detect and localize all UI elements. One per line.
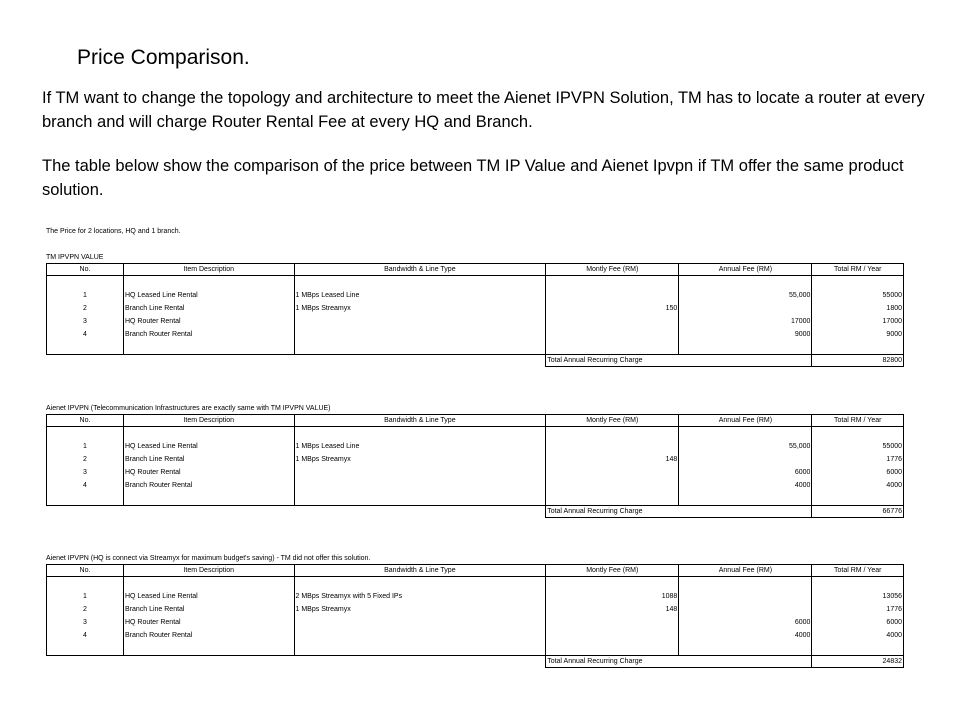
- total-row: [47, 656, 904, 668]
- total-label: Total Annual Recurring Charge: [546, 355, 812, 367]
- column-header: Bandwidth & Line Type: [294, 565, 546, 577]
- table-cell: 55,000: [679, 440, 812, 453]
- intro-paragraph: If TM want to change the topology and architecture to meet the Aienet IPVPN Solution, TM has to locate a router at every branch and will charge Router Rental Fee at every HQ and Branch.: [42, 89, 925, 131]
- table-cell: 1 MBps Streamyx: [295, 455, 351, 463]
- table-cell: [546, 616, 679, 629]
- price-table: [46, 564, 904, 668]
- column-header: Bandwidth & Line Type: [294, 264, 546, 276]
- table-cell: 148: [546, 453, 679, 466]
- table-cell: Branch Router Rental: [123, 328, 294, 341]
- table-cell: 2 MBps Streamyx with 5 Fixed IPs: [295, 592, 403, 600]
- table-cell: [546, 466, 679, 479]
- table-cell: 2: [47, 603, 124, 616]
- table-cell: 6000: [679, 466, 812, 479]
- table-cell: [679, 453, 812, 466]
- table-cell: [679, 603, 812, 616]
- table-cell: 55,000: [679, 289, 812, 302]
- table-row: [47, 440, 904, 453]
- table-cell: 1776: [812, 453, 904, 466]
- table-cell: [546, 440, 679, 453]
- spacer-row: [47, 276, 904, 290]
- table-cell: 1 MBps Streamyx: [295, 304, 351, 312]
- table-cell: [679, 590, 812, 603]
- table-cell: 6000: [812, 466, 904, 479]
- table-cell: 150: [546, 302, 679, 315]
- table-cell: HQ Leased Line Rental: [123, 440, 294, 453]
- total-row: [47, 355, 904, 367]
- table-cell: 6000: [812, 616, 904, 629]
- table-cell: [294, 479, 546, 492]
- spacer-row: [47, 492, 904, 506]
- table-cell: 13056: [812, 590, 904, 603]
- table-cell: [294, 629, 546, 642]
- locations-note: The Price for 2 locations, HQ and 1 branch.: [46, 228, 181, 235]
- table-caption: Aienet IPVPN (HQ is connect via Streamyx for maximum budget's saving) - TM did not offer this solution.: [46, 555, 371, 562]
- table-row: [47, 453, 904, 466]
- column-header: Montly Fee (RM): [546, 565, 679, 577]
- table-cell: [294, 616, 546, 629]
- table-cell: [546, 328, 679, 341]
- table-cell: 6000: [679, 616, 812, 629]
- table-cell: HQ Router Rental: [123, 315, 294, 328]
- table-cell: 9000: [812, 328, 904, 341]
- column-header: Total RM / Year: [812, 415, 904, 427]
- total-label: Total Annual Recurring Charge: [546, 506, 812, 518]
- table-cell: [294, 466, 546, 479]
- table-cell: 1 MBps Streamyx: [295, 605, 351, 613]
- table-row: [47, 479, 904, 492]
- table-cell: 3: [47, 315, 124, 328]
- table-cell: 148: [546, 603, 679, 616]
- table-row: [47, 590, 904, 603]
- column-header: Total RM / Year: [812, 264, 904, 276]
- total-value: 24832: [812, 656, 904, 668]
- table-cell: 1: [47, 289, 124, 302]
- table-cell: 1088: [546, 590, 679, 603]
- table-row: [47, 328, 904, 341]
- table-cell: 3: [47, 466, 124, 479]
- column-header: Annual Fee (RM): [679, 415, 812, 427]
- table-cell: HQ Router Rental: [123, 616, 294, 629]
- table-cell: 4000: [679, 479, 812, 492]
- table-cell: HQ Leased Line Rental: [123, 289, 294, 302]
- table-cell: [546, 289, 679, 302]
- table-cell: [546, 479, 679, 492]
- table-cell: 4000: [812, 629, 904, 642]
- page-title: Price Comparison.: [77, 46, 250, 69]
- table-cell: 1 MBps Leased Line: [295, 291, 360, 299]
- table-cell: 1800: [812, 302, 904, 315]
- table-cell: [546, 315, 679, 328]
- table-cell: 4: [47, 479, 124, 492]
- column-header: Annual Fee (RM): [679, 565, 812, 577]
- table-row: [47, 629, 904, 642]
- table-cell: [294, 328, 546, 341]
- column-header: No.: [47, 415, 124, 427]
- column-header: Montly Fee (RM): [546, 264, 679, 276]
- aienet-streamyx-table: [46, 554, 906, 668]
- table-cell: [679, 302, 812, 315]
- table-row: [47, 315, 904, 328]
- spacer-row: [47, 642, 904, 656]
- column-header: No.: [47, 264, 124, 276]
- header-row: [47, 565, 904, 577]
- table-cell: 2: [47, 302, 124, 315]
- column-header: Item Description: [123, 415, 294, 427]
- table-caption: Aienet IPVPN (Telecommunication Infrastructures are exactly same with TM IPVPN VALUE): [46, 405, 331, 412]
- aienet-ipvpn-table: [46, 404, 906, 518]
- table-cell: 55000: [812, 440, 904, 453]
- table-cell: HQ Leased Line Rental: [123, 590, 294, 603]
- tm-ipvpn-value-table: [46, 253, 906, 367]
- table-cell: [294, 315, 546, 328]
- spacer-row: [47, 427, 904, 441]
- table-cell: 4000: [679, 629, 812, 642]
- spacer-row: [47, 341, 904, 355]
- total-label: Total Annual Recurring Charge: [546, 656, 812, 668]
- table-row: [47, 466, 904, 479]
- table-cell: 4: [47, 629, 124, 642]
- column-header: Item Description: [123, 264, 294, 276]
- table-cell: Branch Line Rental: [123, 302, 294, 315]
- table-caption: TM IPVPN VALUE: [46, 254, 104, 261]
- table-cell: Branch Router Rental: [123, 479, 294, 492]
- column-header: Montly Fee (RM): [546, 415, 679, 427]
- column-header: Total RM / Year: [812, 565, 904, 577]
- total-value: 66776: [812, 506, 904, 518]
- table-cell: 55000: [812, 289, 904, 302]
- table-cell: 1776: [812, 603, 904, 616]
- table-row: [47, 302, 904, 315]
- spacer-row: [47, 577, 904, 591]
- table-cell: 1: [47, 590, 124, 603]
- table-cell: Branch Line Rental: [123, 603, 294, 616]
- total-value: 82800: [812, 355, 904, 367]
- comparison-paragraph: The table below show the comparison of the price between TM IP Value and Aienet Ipvpn if TM offer the same product solution.: [42, 157, 904, 199]
- column-header: Item Description: [123, 565, 294, 577]
- table-cell: 17000: [679, 315, 812, 328]
- table-cell: 17000: [812, 315, 904, 328]
- table-cell: 9000: [679, 328, 812, 341]
- table-cell: 4000: [812, 479, 904, 492]
- table-row: [47, 603, 904, 616]
- price-table: [46, 263, 904, 367]
- table-cell: 1 MBps Leased Line: [295, 442, 360, 450]
- column-header: No.: [47, 565, 124, 577]
- table-cell: Branch Router Rental: [123, 629, 294, 642]
- price-table: [46, 414, 904, 518]
- column-header: Bandwidth & Line Type: [294, 415, 546, 427]
- table-cell: 1: [47, 440, 124, 453]
- table-cell: 3: [47, 616, 124, 629]
- header-row: [47, 264, 904, 276]
- table-cell: HQ Router Rental: [123, 466, 294, 479]
- table-cell: [546, 629, 679, 642]
- table-row: [47, 289, 904, 302]
- table-cell: Branch Line Rental: [123, 453, 294, 466]
- table-cell: 2: [47, 453, 124, 466]
- table-cell: 4: [47, 328, 124, 341]
- table-row: [47, 616, 904, 629]
- column-header: Annual Fee (RM): [679, 264, 812, 276]
- total-row: [47, 506, 904, 518]
- header-row: [47, 415, 904, 427]
